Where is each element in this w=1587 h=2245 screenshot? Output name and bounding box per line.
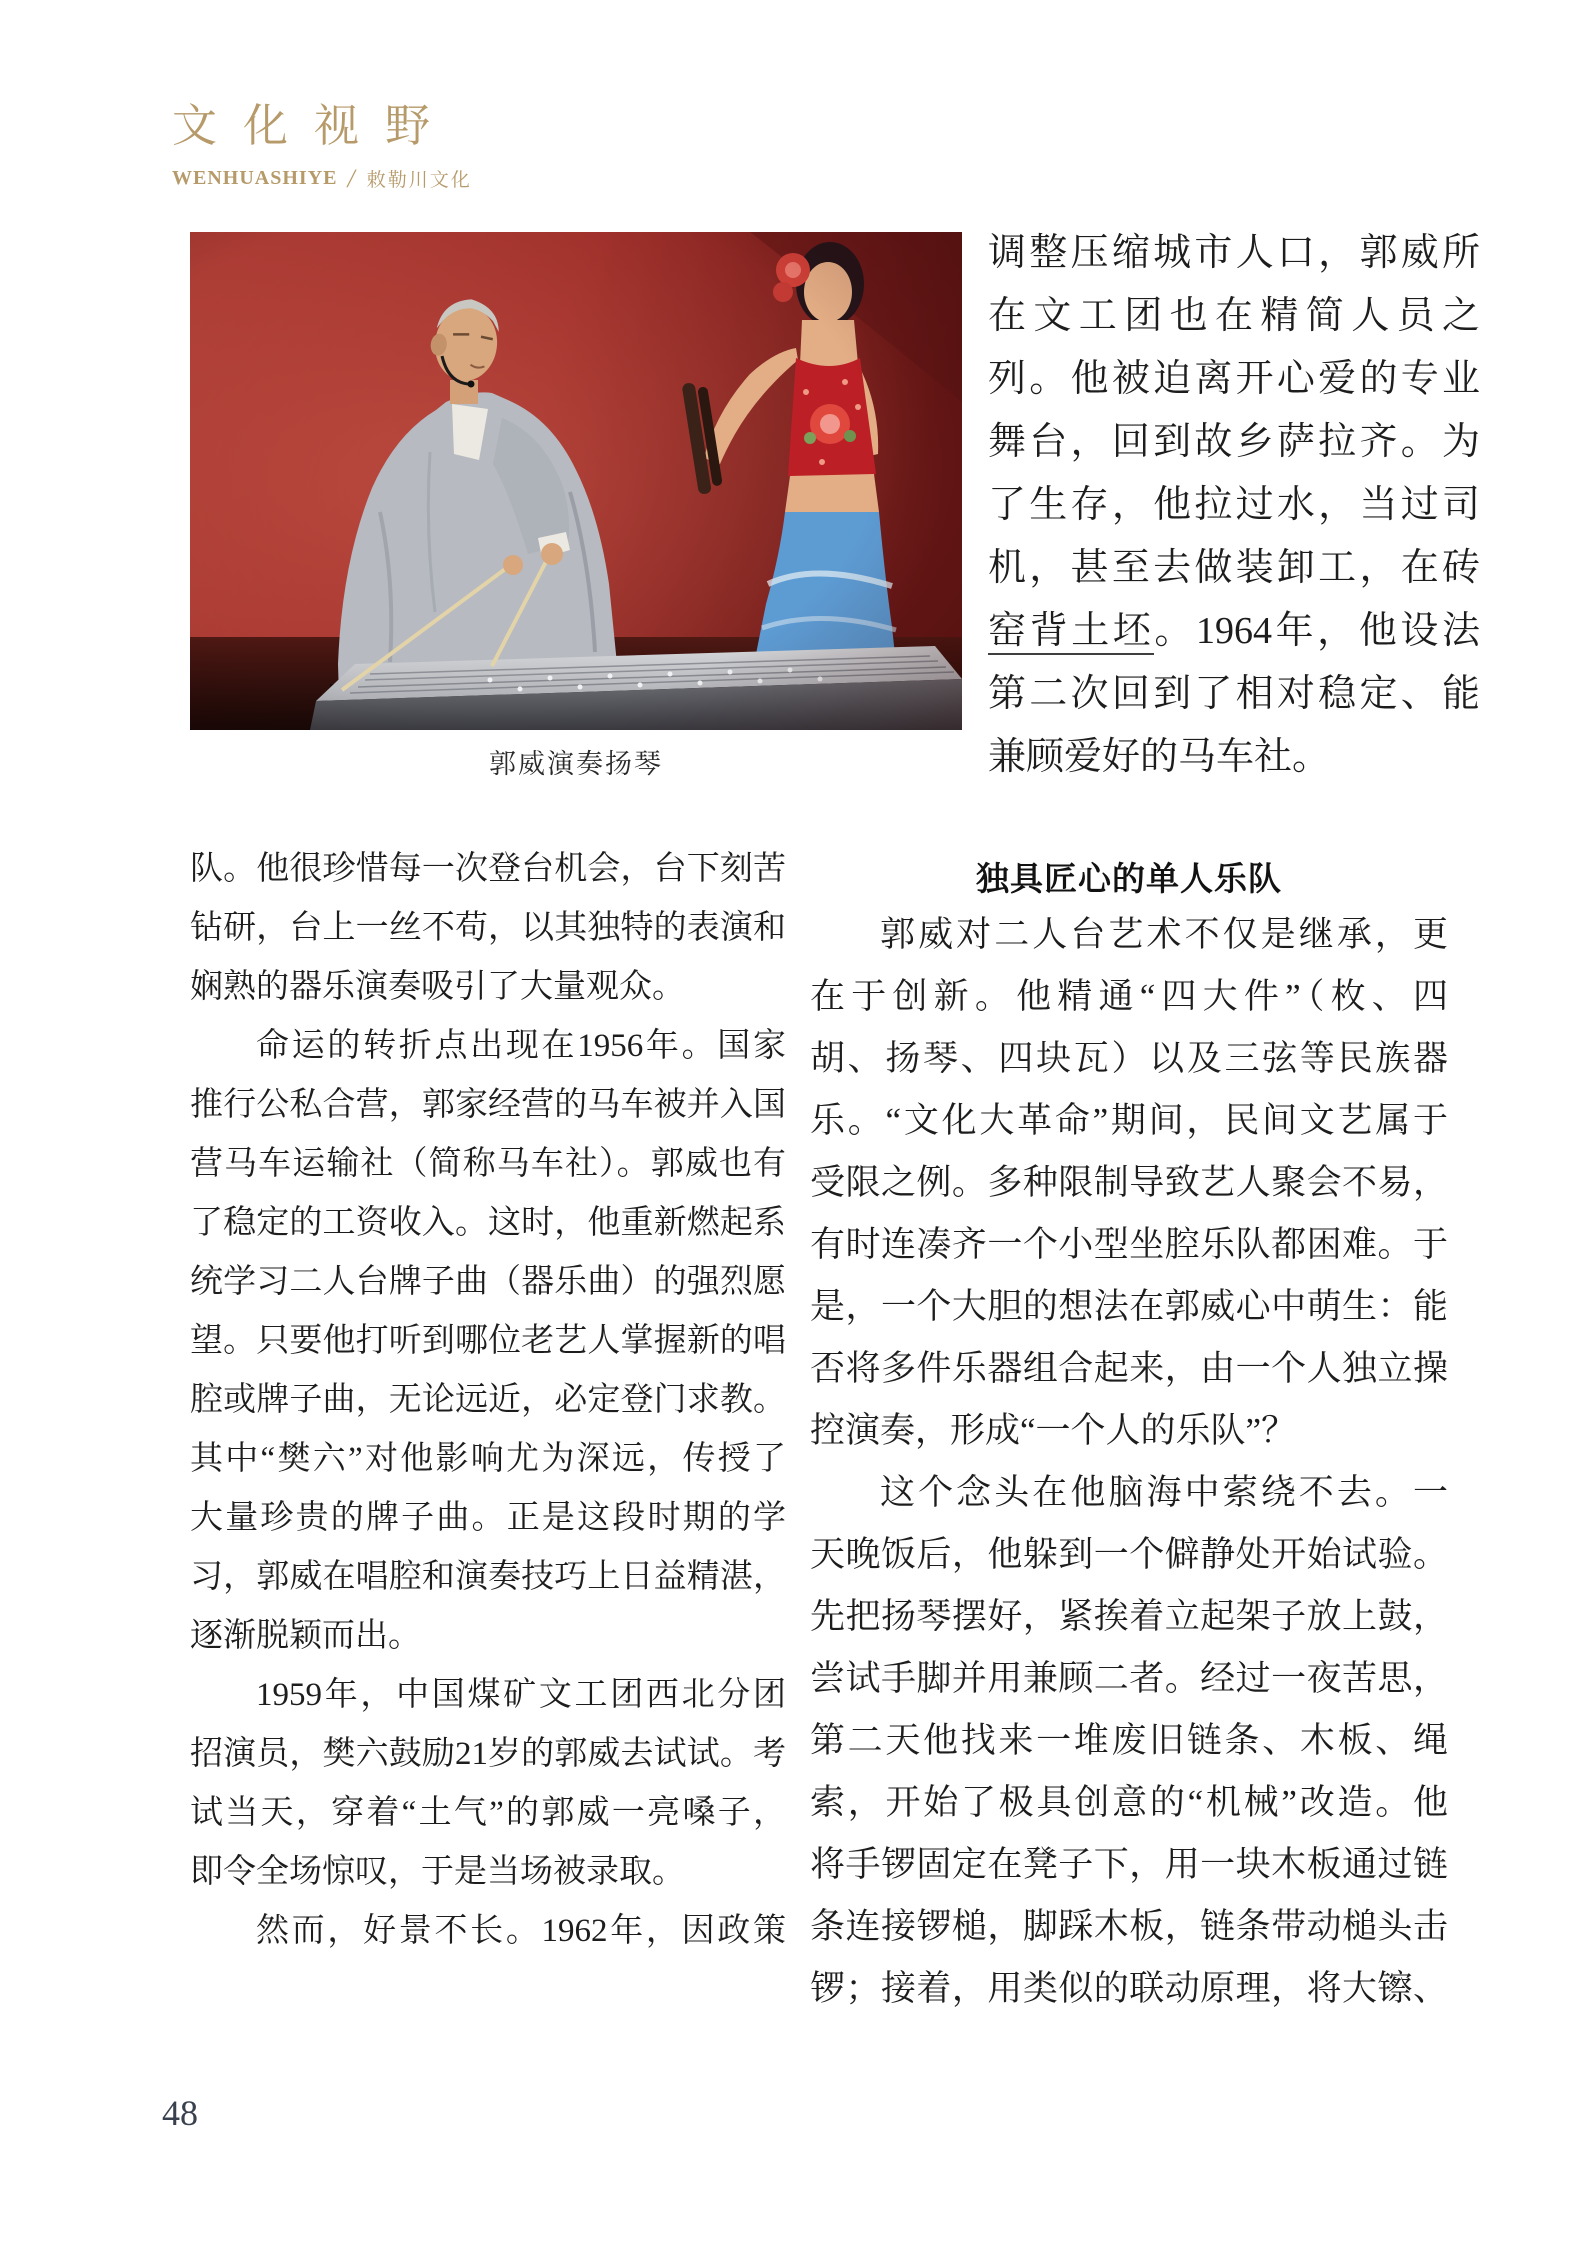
text-line: 营马车运输社（简称马车社）。郭威也有 [190,1146,786,1182]
masthead [172,102,472,194]
text-line: 推行公私合营，郭家经营的马车被并入国 [190,1087,786,1123]
text-line: 尝试手脚并用兼顾二者。经过一夜苦思， [810,1659,1448,1698]
text-line: 将手锣固定在凳子下，用一块木板通过链 [810,1845,1448,1884]
subtitle-divider: / [347,163,357,193]
text-line: 受限之例。多种限制导致艺人聚会不易， [810,1163,1448,1202]
text-line: 先把扬琴摆好，紧挨着立起架子放上鼓， [810,1597,1448,1636]
text-line: 控演奏，形成“一个人的乐队”？ [810,1411,1297,1450]
text-line: 郭威对二人台艺术不仅是继承，更 [880,915,1448,954]
photo-vignette [190,232,962,730]
text-line: 窑背土坯。1964年，他设法 [988,600,1480,663]
text-line: 1959年，中国煤矿文工团西北分团 [256,1677,786,1713]
text-line: 舞台，回到故乡萨拉齐。为 [988,421,1480,463]
column-left [190,840,786,1961]
column-beside-photo [988,222,1480,789]
text-line: 第二天他找来一堆废旧链条、木板、绳 [810,1721,1448,1760]
text-line: 调整压缩城市人口，郭威所 [988,232,1480,274]
text-line: 逐渐脱颖而出。 [190,1618,421,1654]
subsection-heading: 独具匠心的单人乐队 [976,860,1282,897]
text-line: 了生存，他拉过水，当过司 [988,484,1480,526]
text-line: 乐。“文化大革命”期间，民间文艺属于 [810,1101,1448,1140]
text-line: 胡、扬琴、四块瓦）以及三弦等民族器 [810,1039,1448,1078]
text-line: 统学习二人台牌子曲（器乐曲）的强烈愿 [190,1264,786,1300]
text-line: 锣；接着，用类似的联动原理，将大镲、 [810,1969,1448,2008]
text-line: 条连接锣槌，脚踩木板，链条带动槌头击 [810,1907,1448,1946]
text-line: 是，一个大胆的想法在郭威心中萌生：能 [810,1287,1448,1326]
section-subtitle [172,164,472,194]
text-line: 机，甚至去做装卸工，在砖 [988,547,1480,589]
text-line: 然而，好景不长。1962年，因政策 [256,1913,786,1949]
text-line: 列。他被迫离开心爱的专业 [988,358,1480,400]
text-line: 第二次回到了相对稳定、能 [988,673,1480,715]
text-line: 习，郭威在唱腔和演奏技巧上日益精湛， [190,1559,786,1595]
text-line: 望。只要他打听到哪位老艺人掌握新的唱 [190,1323,786,1359]
article-photo [190,232,962,730]
text-line: 娴熟的器乐演奏吸引了大量观众。 [190,969,685,1005]
text-line: 在文工团也在精简人员之 [988,295,1480,337]
section-title: 文化视野 [172,101,457,151]
text-line: 腔或牌子曲，无论远近，必定登门求教。 [190,1382,786,1418]
text-line: 命运的转折点出现在1956年。国家 [256,1028,786,1064]
text-line: 了稳定的工资收入。这时，他重新燃起系 [190,1205,786,1241]
text-line: 大量珍贵的牌子曲。正是这段时期的学 [190,1500,786,1536]
page-number: 48 [162,2093,198,2133]
text-line: 天晚饭后，他躲到一个僻静处开始试验。 [810,1535,1448,1574]
text-line: 否将多件乐器组合起来，由一个人独立操 [810,1349,1448,1388]
text-line: 索，开始了极具创意的“机械”改造。他 [810,1783,1448,1822]
section-subtitle-latin: WENHUASHIYE [172,167,338,189]
text-line: 队。他很珍惜每一次登台机会，台下刻苦 [190,851,786,887]
text-line: 招演员，樊六鼓励21岁的郭威去试试。考 [190,1736,786,1772]
text-line: 钻研，台上一丝不苟，以其独特的表演和 [190,910,786,946]
column-right [810,904,1448,2020]
section-subtitle-cn: 敕勒川文化 [366,170,472,191]
photo-caption: 郭威演奏扬琴 [489,749,663,779]
text-line: 兼顾爱好的马车社。 [988,736,1331,778]
text-line: 在于创新。他精通“四大件”（枚、四 [810,977,1448,1016]
text-line: 试当天，穿着“土气”的郭威一亮嗓子， [190,1795,786,1831]
text-line: 其中“樊六”对他影响尤为深远，传授了 [190,1441,786,1477]
text-line: 即令全场惊叹，于是当场被录取。 [190,1854,685,1890]
text-line: 有时连凑齐一个小型坐腔乐队都困难。于 [810,1225,1448,1264]
text-line: 这个念头在他脑海中萦绕不去。一 [880,1473,1448,1512]
